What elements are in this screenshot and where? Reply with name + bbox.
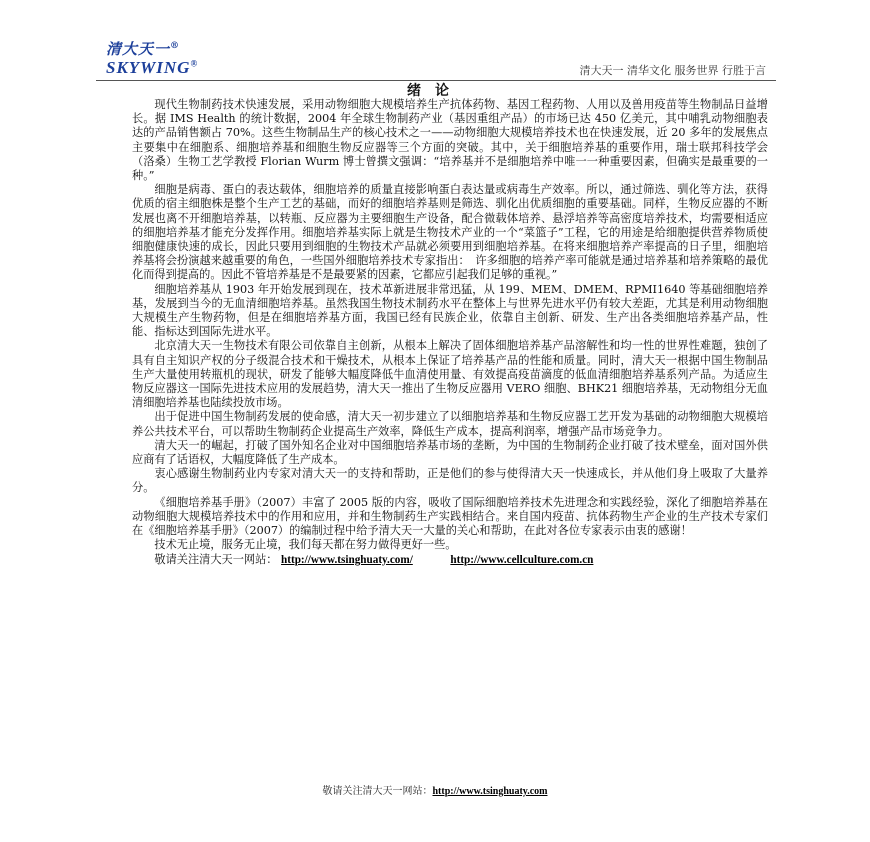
header-slogan: 清大天一 清华文化 服务世界 行胜于言 bbox=[579, 64, 766, 77]
website-link-cellculture[interactable]: http://www.cellculture.com.cn bbox=[450, 553, 594, 566]
website-links bbox=[132, 553, 768, 567]
website-link-tsinghuaty[interactable]: http://www.tsinghuaty.com/ bbox=[281, 553, 413, 566]
document-body bbox=[132, 98, 768, 567]
registered-mark: ® bbox=[170, 41, 181, 51]
paragraph: 北京清大天一生物技术有限公司依靠自主创新，从根本上解决了固体细胞培养基产品溶解性和均一性的世界性难题，独创了具有自主知识产权的分子级混合技术和干燥技术，从根本上保证了培养基产品的性能和质量。同时，清大天一根据中国生物制品生产大量使用转瓶机的现状，研发了能够大幅度降低牛血清使用量、有效提高疫苗滴度的低血清细胞培养基系列产品。为适应生物反应器这一国际先进技术应用的发展趋势，清大天一推出了生物反应器用 VERO 细胞、BHK21 细胞培养基，无动物组分无血清细胞培养基也陆续投放市场。 bbox=[132, 339, 768, 410]
footer-label: 敬请关注清大天一网站： bbox=[322, 786, 433, 797]
paragraph: 衷心感谢生物制药业内专家对清大天一的支持和帮助，正是他们的参与使得清大天一快速成长，并从他们身上吸取了大量养分。 bbox=[132, 467, 768, 495]
paragraph: 细胞培养基从 1903 年开始发展到现在，技术革新进展非常迅猛，从 199、MEM、DMEM、RPMI1640 等基础细胞培养基，发展到当今的无血清细胞培养基。虽然我国生物技术制药水平在整体上与世界先进水平仍有较大差距，尤其是利用动物细胞大规模生产生物药物，但是在细胞培养基方面，我国已经有民族企业，依靠自主创新、研发、生产出各类细胞培养基产品，性能、指标达到国际先进水平。 bbox=[132, 282, 768, 339]
paragraph: 现代生物制药技术快速发展，采用动物细胞大规模培养生产抗体药物、基因工程药物、人用以及兽用疫苗等生物制品日益增长。据 IMS Health 的统计数据，2004 年全球生物制药产业（基因重组产品）的市场已达 450 亿美元，其中哺乳动物细胞表达的产品销售额占 70%。这些生物制品生产的核心技术之一——动物细胞大规模培养技术也在快速发展，近 20 多年的发展焦点主要集中在细胞系、细胞培养基和细胞生物反应器等三个方面的突破。其中，关于细胞培养基的重要作用，瑞士联邦科技学会（洛桑）生物工艺学教授 Florian Wurm 博士曾撰文强调：“培养基并不是细胞培养中唯一一种重要因素，但确实是最重要的一种。” bbox=[132, 98, 768, 183]
paragraph: 《细胞培养基手册》（2007）丰富了 2005 版的内容，吸收了国际细胞培养技术先进理念和实践经验，深化了细胞培养基在动物细胞大规模培养技术中的作用和应用，并和生物制药生产实践相结合。来自国内疫苗、抗体药物生产企业的生产技术专家们在《细胞培养基手册》（2007）的编制过程中给予清大天一大量的关心和帮助，在此对各位专家表示由衷的感谢！ bbox=[132, 495, 768, 538]
page-title: 绪论 bbox=[407, 83, 463, 99]
registered-mark: ® bbox=[190, 58, 199, 69]
page-footer bbox=[0, 782, 870, 797]
footer-website-link[interactable]: http://www.tsinghuaty.com bbox=[432, 786, 548, 797]
logo-english bbox=[106, 58, 198, 78]
paragraph: 细胞是病毒、蛋白的表达载体，细胞培养的质量直接影响蛋白表达量或病毒生产效率。所以，通过筛选、驯化等方法，获得优质的宿主细胞株是整个生产工艺的基础，而好的细胞培养基则是筛选、驯化出优质细胞的重要基础。同样，生物反应器的不断发展也离不开细胞培养基，以转瓶、反应器为主要细胞生产设备，配合微载体培养、悬浮培养等高密度培养技术，均需要相适应的细胞培养基才能充分发挥作用。细胞培养基实际上就是生物技术产业的一个“菜篮子”工程，它的用途是给细胞提供营养物质使细胞健康快速的成长，因此只要用到细胞的生物技术产品就必须要用到细胞培养基。在将来细胞培养产率提高的日子里，细胞培养基将会扮演越来越重要的角色，一些国外细胞培养技术专家指出： 许多细胞的培养产率可能就是通过培养基和培养策略的最优化而得到提高的。因此不管培养基是不是最要紧的因素，它都应引起我们足够的重视。” bbox=[132, 183, 768, 282]
paragraph: 出于促进中国生物制药发展的使命感，清大天一初步建立了以细胞培养基和生物反应器工艺开发为基础的动物细胞大规模培养公共技术平台，可以帮助生物制药企业提高生产效率，降低生产成本，提高利润率，增强产品市场竞争力。 bbox=[132, 410, 768, 438]
page-header bbox=[96, 38, 776, 82]
website-links-label: 敬请关注清大天一网站： bbox=[154, 552, 278, 566]
paragraph: 清大天一的崛起，打破了国外知名企业对中国细胞培养基市场的垄断，为中国的生物制药企业打破了技术壁垒，面对国外供应商有了话语权，大幅度降低了生产成本。 bbox=[132, 438, 768, 467]
logo-chinese-text: 清大天一 bbox=[106, 40, 171, 58]
paragraph: 技术无止境，服务无止境，我们每天都在努力做得更好一些。 bbox=[154, 538, 457, 552]
logo-english-text: SKYWING bbox=[106, 58, 191, 77]
logo-chinese bbox=[106, 38, 180, 59]
